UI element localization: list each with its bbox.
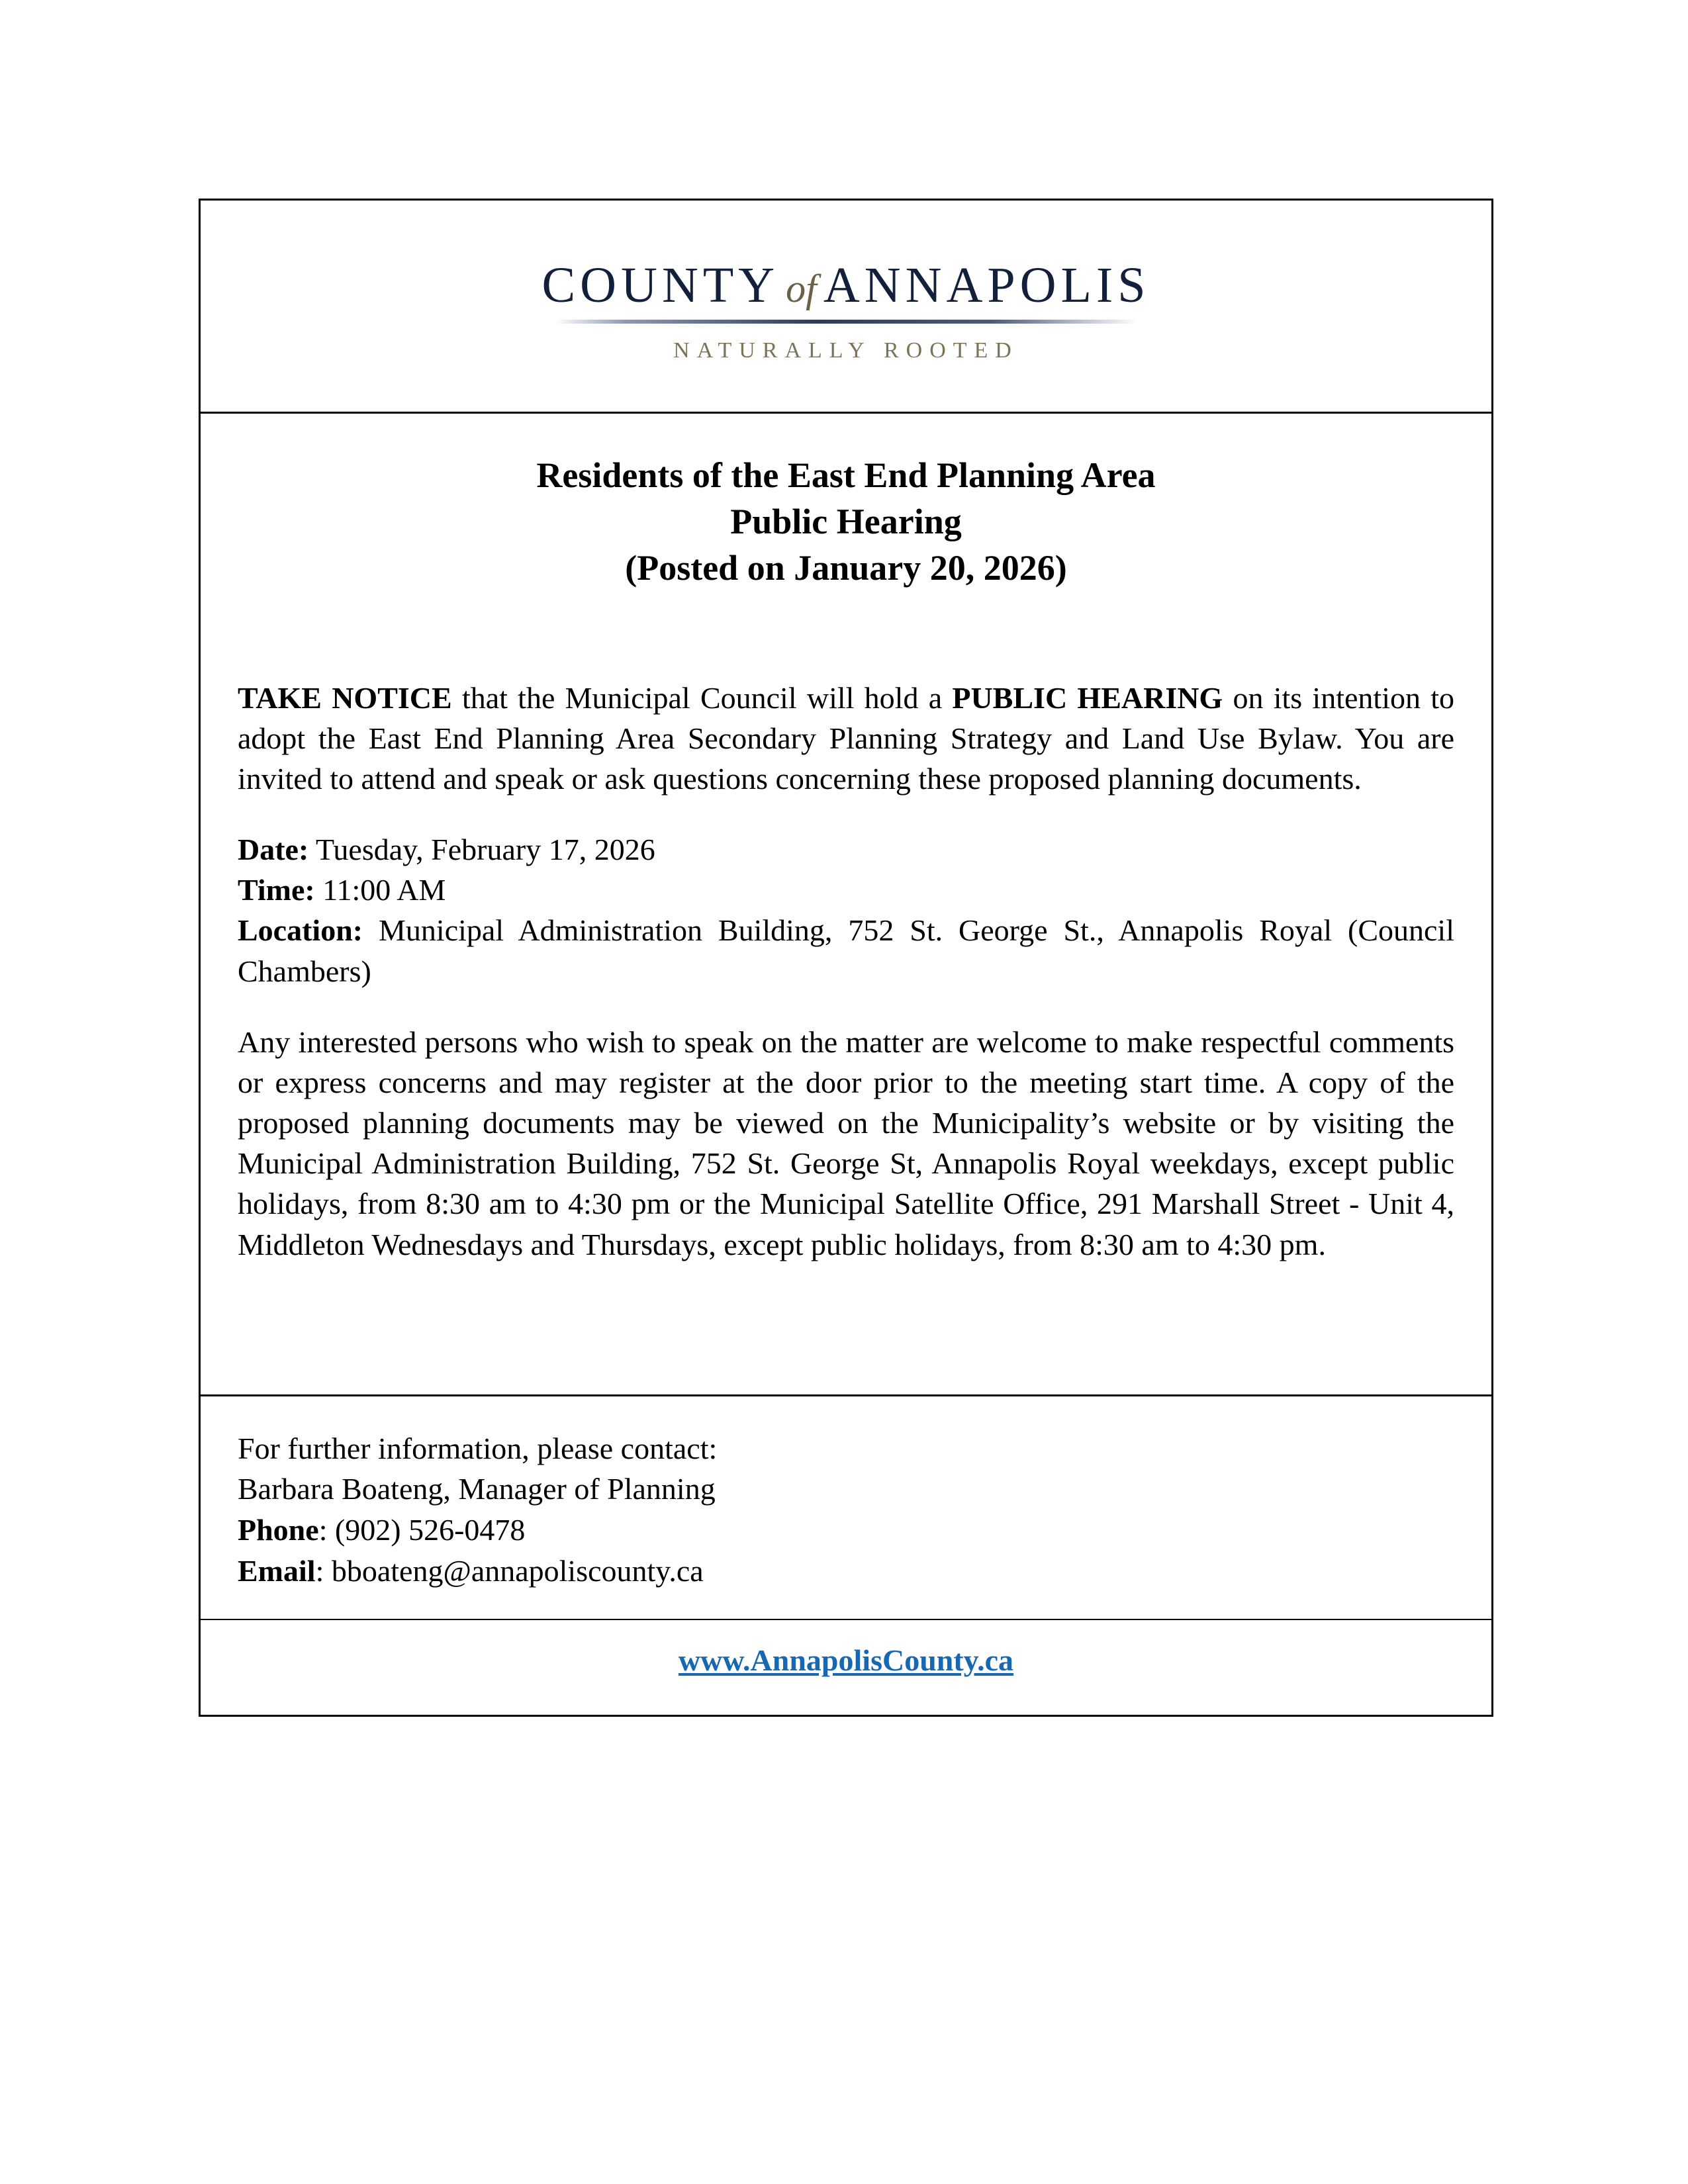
public-hearing-label: PUBLIC HEARING	[952, 680, 1223, 715]
logo-word-of: of	[786, 266, 817, 310]
detail-time	[238, 870, 1454, 910]
contact-row	[201, 1396, 1491, 1621]
email-value: : bboateng@annapoliscounty.ca	[315, 1553, 704, 1588]
date-value: Tuesday, February 17, 2026	[308, 833, 655, 867]
logo-word-annapolis: ANNAPOLIS	[823, 257, 1150, 313]
county-logo	[462, 250, 1230, 363]
notice-body-row	[201, 414, 1491, 1396]
title-line-3: (Posted on January 20, 2026)	[625, 548, 1067, 588]
detail-location	[238, 910, 1454, 991]
logo-header-row	[201, 201, 1491, 414]
hearing-details	[238, 829, 1454, 991]
email-label: Email	[238, 1553, 316, 1588]
phone-label: Phone	[238, 1513, 319, 1547]
time-value: 11:00 AM	[314, 873, 446, 907]
contact-name-title: Barbara Boateng, Manager of Planning	[238, 1472, 716, 1506]
contact-intro: For further information, please contact:	[238, 1431, 718, 1465]
logo-word-county: COUNTY	[541, 257, 780, 313]
notice-table	[199, 199, 1493, 1717]
body-bottom-spacer	[238, 1265, 1454, 1357]
page-title	[238, 444, 1454, 592]
logo-tagline: NATURALLY ROOTED	[673, 338, 1019, 363]
title-spacer	[238, 592, 1454, 678]
paragraph-gap-1	[238, 799, 1454, 829]
take-notice-text-2: on its intention to adopt the East End Planning Area Secondary Planning Strategy and Land Use Bylaw. You are invited to attend and speak or ask questions concerning these proposed planning documents.	[238, 680, 1454, 796]
location-label: Location:	[238, 913, 363, 948]
take-notice-paragraph	[238, 678, 1454, 799]
website-link[interactable]: www.AnnapolisCounty.ca	[678, 1643, 1014, 1678]
date-label: Date:	[238, 833, 309, 867]
title-line-2: Public Hearing	[730, 502, 962, 542]
title-line-1: Residents of the East End Planning Area	[536, 455, 1156, 495]
logo-divider-rule	[555, 320, 1137, 324]
contact-email	[238, 1551, 1454, 1592]
take-notice-text-1: that the Municipal Council will hold a	[451, 680, 953, 715]
time-label: Time:	[238, 873, 315, 907]
website-row	[201, 1620, 1491, 1715]
logo-wordmark	[462, 257, 1230, 313]
take-notice-label: TAKE NOTICE	[238, 680, 452, 715]
participation-paragraph: Any interested persons who wish to speak on the matter are welcome to make respectful comments or express concerns and may register at the door prior to the meeting start time. A copy of the proposed planning documents may be viewed on the Municipality’s website or by visiting the Municipal Administration Building, 752 St. George St, Annapolis Royal weekdays, except public holidays, from 8:30 am to 4:30 pm or the Municipal Satellite Office, 291 Marshall Street - Unit 4, Middleton Wednesdays and Thursdays, except public holidays, from 8:30 am to 4:30 pm.	[238, 1024, 1454, 1261]
contact-phone	[238, 1510, 1454, 1551]
phone-value: : (902) 526-0478	[318, 1513, 526, 1547]
location-value: Municipal Administration Building, 752 St. George St., Annapolis Royal (Council Chambers)	[238, 913, 1454, 988]
detail-date	[238, 829, 1454, 870]
paragraph-gap-2	[238, 991, 1454, 1022]
